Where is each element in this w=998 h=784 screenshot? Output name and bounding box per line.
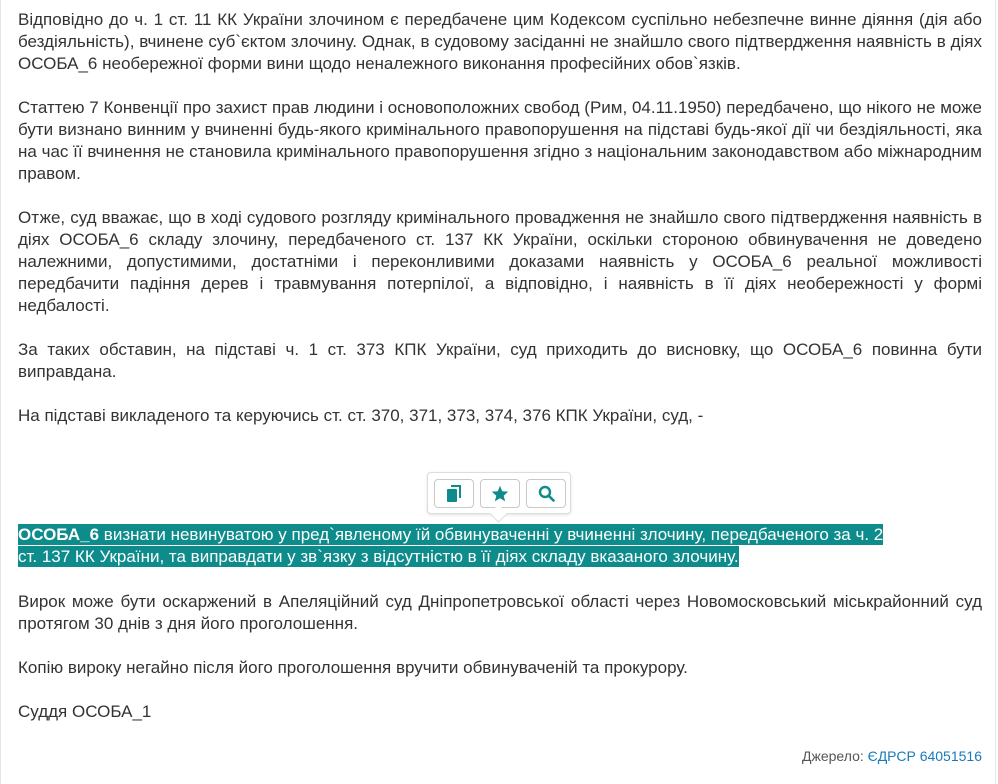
copy-button[interactable] bbox=[434, 479, 474, 508]
highlighted-verdict[interactable] bbox=[18, 524, 982, 568]
paragraph-copy-delivery: Копію вироку негайно після його проголошення вручити обвинуваченій та прокурору. bbox=[18, 658, 688, 677]
paragraph-article-11: Відповідно до ч. 1 ст. 11 КК України злочином є передбачене цим Кодексом суспільно небезпечне винне діяння (дія або бездіяльність), вчинене суб`єктом злочину. Однак, в судовому засіданні не знайшло свого підтвердження наявність в діях ОСОБА_6 необережної форми вини щодо неналежного виконання професійних обов`язків. bbox=[18, 10, 982, 73]
document-body-bottom bbox=[18, 591, 982, 745]
document-body-top bbox=[18, 9, 982, 449]
paragraph-legal-basis: На підставі викладеного та керуючись ст. ст. 370, 371, 373, 374, 376 КПК України, суд, - bbox=[18, 406, 704, 425]
verdict-text-1: визнати невинуватою у пред`явленому їй обвинуваченні у вчиненні злочину, передбаченого за ч. 2 bbox=[99, 525, 884, 544]
star-icon bbox=[491, 485, 509, 502]
highlight-line-1 bbox=[18, 524, 982, 546]
search-button[interactable] bbox=[526, 479, 566, 508]
paragraph-appeal: Вирок може бути оскаржений в Апеляційний суд Дніпропетровської області через Новомосковський міськрайонний суд протягом 30 днів з дня його проголошення. bbox=[18, 592, 982, 633]
bookmark-button[interactable] bbox=[480, 479, 520, 508]
search-icon bbox=[538, 485, 555, 502]
paragraph-court-conclusion: Отже, суд вважає, що в ході судового розгляду кримінального провадження не знайшло свого підтвердження наявність в діях ОСОБА_6 складу злочину, передбаченого ст. 137 КК України, оскільки стороною обвинувачення не доведено належними, допустимими, достатніми і переконливими доказами наявність у ОСОБА_6 реальної можливості передбачити падіння дерев і травмування потерпілої, а відповідно, і наявність в її діях необережності у формі недбалості. bbox=[18, 208, 982, 315]
defendant-name: ОСОБА_6 bbox=[18, 525, 100, 544]
copy-icon bbox=[446, 485, 462, 503]
source-label: Джерело: bbox=[802, 748, 868, 764]
verdict-text-2: ст. 137 КК України, та виправдати у зв`язку з відсутністю в її діях складу вказаного злочину. bbox=[18, 547, 739, 566]
source-link[interactable]: ЄДРСР 64051516 bbox=[867, 748, 982, 764]
paragraph-judge: Суддя ОСОБА_1 bbox=[18, 702, 152, 721]
paragraph-acquittal-reasoning: За таких обставин, на підставі ч. 1 ст. 373 КПК України, суд приходить до висновку, що ОСОБА_6 повинна бути виправдана. bbox=[18, 340, 982, 381]
source-line bbox=[802, 747, 982, 765]
paragraph-convention-article-7: Статтею 7 Конвенції про захист прав людини і основоположних свобод (Рим, 04.11.1950) передбачено, що нікого не може бути визнано винним у вчиненні будь-якого кримінального правопорушення на підставі будь-якої дії чи бездіяльності, яка на час її вчинення не становила кримінального правопорушення згідно з національним законодавством або міжнародним правом. bbox=[18, 98, 982, 183]
selection-toolbar bbox=[427, 472, 571, 514]
highlight-line-2 bbox=[18, 546, 982, 568]
